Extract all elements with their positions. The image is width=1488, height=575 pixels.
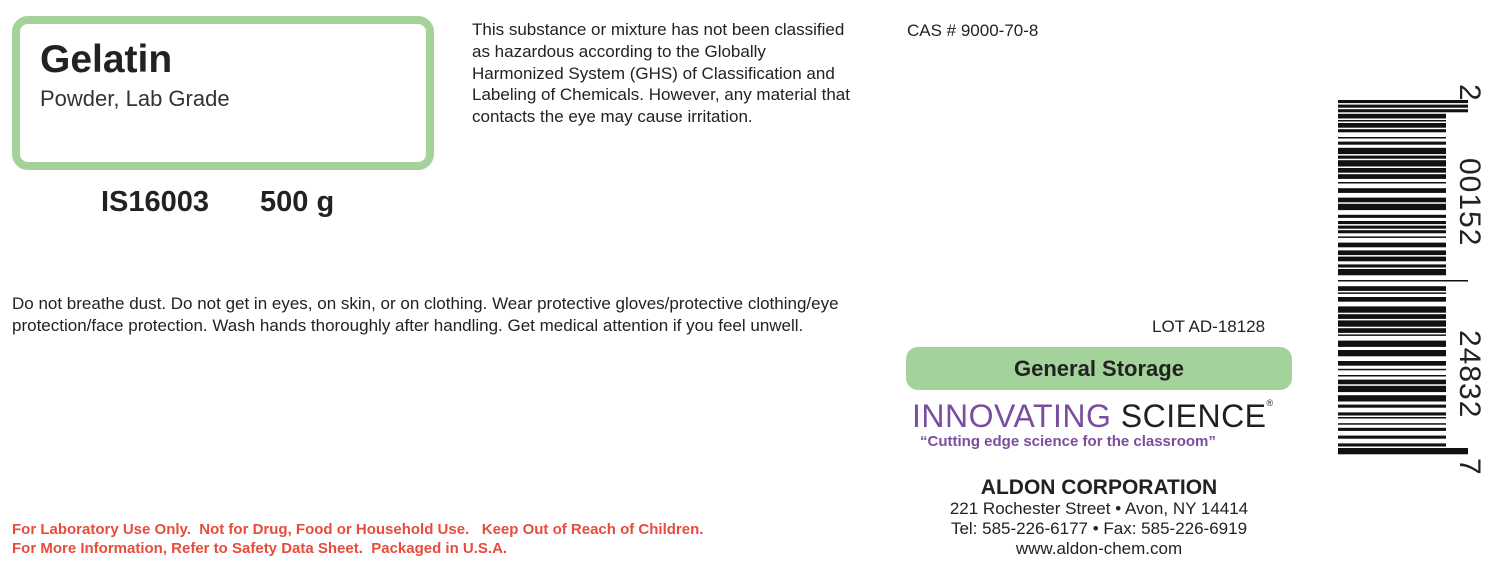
barcode-bar (1338, 436, 1446, 439)
barcode-bar (1338, 215, 1446, 218)
barcode-bar (1338, 443, 1446, 446)
barcode-bar (1338, 109, 1468, 112)
barcode-bar (1338, 148, 1446, 154)
barcode-number-system: 7 (1453, 458, 1486, 475)
barcode-bar (1338, 297, 1446, 302)
barcode-bar (1338, 380, 1446, 385)
catalog-number: IS16003 (101, 186, 210, 218)
brand-logo (912, 398, 1274, 435)
barcode-bar (1338, 250, 1446, 255)
barcode-bar (1338, 100, 1468, 103)
product-name-box (12, 16, 434, 170)
barcode-bar (1338, 204, 1446, 210)
package-size: 500 g (260, 186, 335, 218)
barcode-bars-icon (1330, 70, 1480, 490)
barcode-bar (1338, 269, 1446, 275)
barcode-bar (1338, 314, 1446, 319)
barcode-bar (1338, 174, 1446, 179)
barcode-bar (1338, 105, 1468, 108)
barcode-bar (1338, 286, 1446, 291)
barcode-bar (1338, 369, 1446, 371)
barcode-bar (1338, 405, 1446, 408)
barcode-check-digit: 2 (1453, 84, 1486, 101)
lot-number: LOT AD-18128 (1152, 317, 1266, 336)
barcode-bar (1338, 350, 1446, 356)
barcode-bar (1338, 182, 1446, 184)
barcode-bar (1338, 168, 1446, 173)
barcode-right-group: 00152 (1453, 158, 1486, 247)
barcode-bar (1338, 417, 1446, 419)
barcode-bar (1338, 341, 1446, 347)
barcode-bar (1338, 328, 1446, 333)
barcode-bar (1338, 120, 1446, 122)
product-name: Gelatin (40, 38, 173, 81)
storage-label: General Storage (1014, 355, 1184, 381)
storage-badge (906, 347, 1292, 390)
barcode-bar (1338, 257, 1446, 262)
barcode-bar (1338, 292, 1446, 294)
upc-barcode (1330, 70, 1480, 490)
barcode-bar (1338, 375, 1446, 377)
barcode-bar (1338, 230, 1446, 233)
barcode-bar (1338, 448, 1468, 454)
company-website: www.aldon-chem.com (1015, 539, 1183, 558)
barcode-bar (1338, 160, 1446, 166)
barcode-bar (1338, 428, 1446, 431)
barcode-bar (1338, 188, 1446, 193)
cas-number: CAS # 9000-70-8 (907, 21, 1039, 40)
barcode-bar (1338, 412, 1446, 415)
brand-tagline: “Cutting edge science for the classroom” (920, 433, 1216, 450)
company-name: ALDON CORPORATION (980, 476, 1218, 499)
precautionary-statement: Do not breathe dust. Do not get in eyes, on skin, or on clothing. Wear protective gloves/protective clothing/eye protection/face protection. Wash hands thoroughly after handling. Get medical attention if you feel unwell. (12, 294, 839, 335)
barcode-bar (1338, 129, 1446, 132)
barcode-bar (1338, 236, 1446, 238)
barcode-bar (1338, 137, 1446, 139)
brand-word-science: SCIENCE (1120, 398, 1267, 434)
company-address: 221 Rochester Street • Avon, NY 14414 (949, 499, 1249, 518)
barcode-bar (1338, 280, 1468, 282)
barcode-left-group: 24832 (1453, 330, 1486, 419)
barcode-bar (1338, 114, 1446, 119)
barcode-bar (1338, 334, 1446, 336)
barcode-bar (1338, 423, 1446, 425)
barcode-bar (1338, 156, 1446, 159)
barcode-bar (1338, 226, 1446, 229)
barcode-bar (1338, 123, 1446, 128)
warning-line-1: For Laboratory Use Only. Not for Drug, Food or Household Use. Keep Out of Reach of Children. (12, 521, 704, 538)
product-grade: Powder, Lab Grade (40, 86, 230, 111)
barcode-bar (1338, 142, 1446, 145)
barcode-bar (1338, 198, 1446, 203)
brand-word-innovating: INNOVATING (912, 398, 1112, 434)
registered-mark: ® (1266, 398, 1274, 408)
barcode-bar (1338, 361, 1446, 366)
barcode-bar (1338, 320, 1446, 326)
barcode-bar (1338, 306, 1446, 312)
barcode-bar (1338, 221, 1446, 224)
company-phone: Tel: 585-226-6177 • Fax: 585-226-6919 (950, 519, 1248, 538)
barcode-bar (1338, 395, 1446, 401)
barcode-bar (1338, 386, 1446, 392)
warning-line-2: For More Information, Refer to Safety Data Sheet. Packaged in U.S.A. (12, 540, 508, 557)
barcode-bar (1338, 264, 1446, 267)
hazard-statement: This substance or mixture has not been classified as hazardous according to the Globally Harmonized System (GHS) of Classification and Labeling of Chemicals. However, any material that contacts the eye may cause irritation. (472, 20, 850, 127)
barcode-bar (1338, 243, 1446, 248)
